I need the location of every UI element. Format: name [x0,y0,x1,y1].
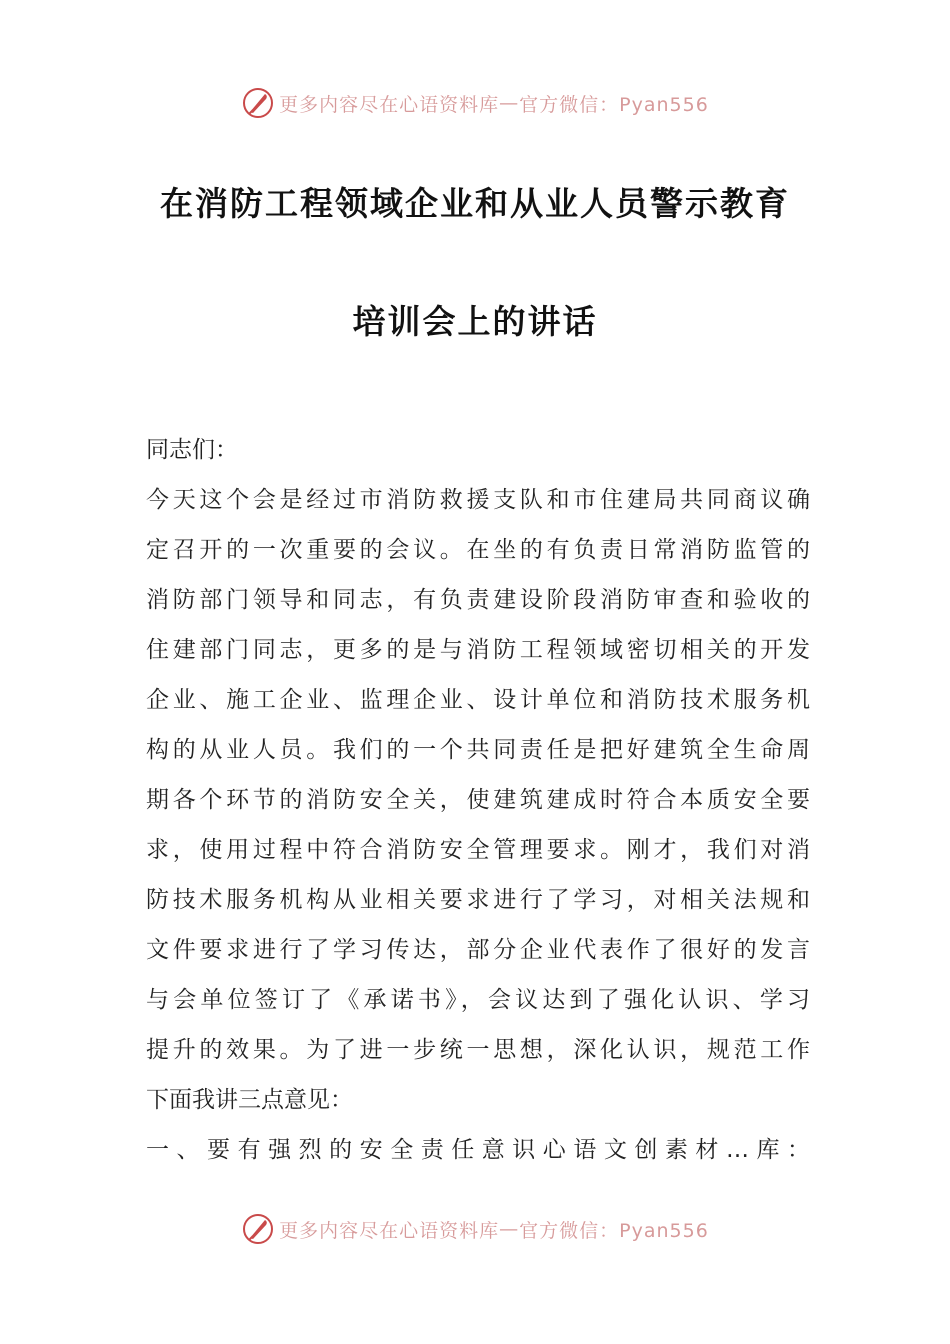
body-paragraph [146,475,810,1125]
paragraph-line: 企业、施工企业、监理企业、设计单位和消防技术服务机 [146,687,810,713]
header-watermark [0,86,950,120]
paragraph-line: 文件要求进行了学习传达，部分企业代表作了很好的发言 [146,937,810,963]
watermark-dash: — [499,1218,520,1240]
page-title-line-2: 培训会上的讲话 [352,302,598,341]
watermark-dash: — [499,92,520,114]
paragraph-line: 住建部门同志，更多的是与消防工程领域密切相关的开发 [146,637,810,663]
paragraph-line: 构的从业人员。我们的一个共同责任是把好建筑全生命周 [146,737,810,763]
watermark-wechat-text: 官方微信：Pyan556 [519,1219,709,1242]
watermark-wechat-text: 官方微信：Pyan556 [519,93,709,116]
page-title-line-1: 在消防工程领域企业和从业人员警示教育 [160,184,790,223]
paragraph-line: 定召开的一次重要的会议。在坐的有负责日常消防监管的 [146,537,810,563]
paragraph-line: 期各个环节的消防安全关，使建筑建成时符合本质安全要 [146,787,810,813]
feather-pen-icon [241,1212,275,1246]
section-heading-one: 一、要有强烈的安全责任意识心语文创素材…库： [146,1137,810,1163]
watermark-site-text: 更多内容尽在心语资料库 [279,1219,500,1242]
footer-watermark [0,1212,950,1246]
paragraph-line: 与会单位签订了《承诺书》，会议达到了强化认识、学习 [146,987,810,1013]
paragraph-line: 今天这个会是经过市消防救援支队和市住建局共同商议确 [146,487,810,513]
salutation: 同志们： [146,437,238,463]
paragraph-line: 提升的效果。为了进一步统一思想，深化认识，规范工作 [146,1037,810,1063]
feather-pen-icon [241,86,275,120]
watermark-site-text: 更多内容尽在心语资料库 [279,93,500,116]
paragraph-line: 消防部门领导和同志，有负责建设阶段消防审查和验收的 [146,587,810,613]
paragraph-line: 下面我讲三点意见： [146,1087,353,1113]
paragraph-line: 防技术服务机构从业相关要求进行了学习，对相关法规和 [146,887,810,913]
paragraph-line: 求，使用过程中符合消防安全管理要求。刚才，我们对消 [146,837,810,863]
